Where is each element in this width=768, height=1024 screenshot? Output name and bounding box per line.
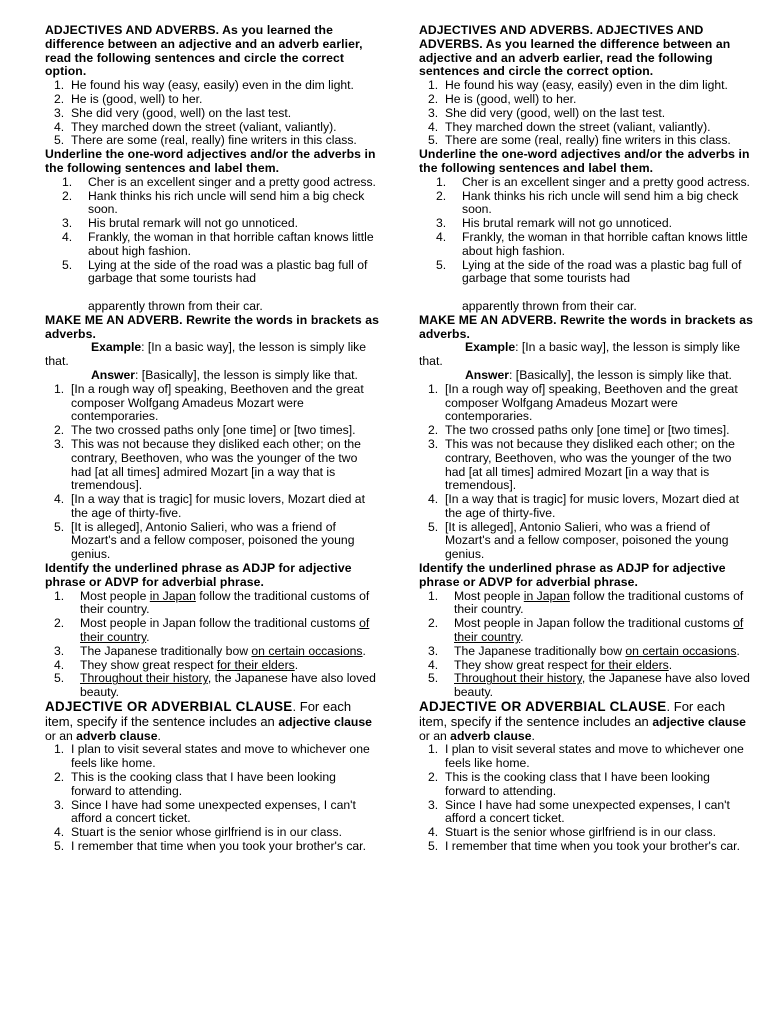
list-item: 3. This was not because they disliked each other; on the contrary, Beethoven, who was the younger of the two had [at all times] admired Mozart [in a way that is tremendous]. bbox=[428, 436, 735, 493]
list-item: 2. Most people in Japan follow the traditional customs of their country. bbox=[428, 616, 744, 645]
list-item: 3. The Japanese traditionally bow on certain occasions. bbox=[54, 643, 366, 658]
list-item: 3. His brutal remark will not go unnoticed. bbox=[436, 216, 672, 231]
answer-line: Answer: [Basically], the lesson is simply like that. bbox=[91, 367, 358, 382]
list-item: 3. The Japanese traditionally bow on certain occasions. bbox=[428, 643, 740, 658]
section3-list bbox=[45, 383, 379, 562]
section1-list bbox=[45, 79, 379, 148]
list-item: 5. [It is alleged], Antonio Salieri, who was a friend of Mozart's and a fellow composer, poisoned the young genius. bbox=[428, 519, 729, 562]
list-item: 5. I remember that time when you took your brother's car. bbox=[54, 839, 366, 854]
list-item: 3. Since I have had some unexpected expenses, I can't afford a concert ticket. bbox=[54, 797, 356, 826]
section4-list bbox=[45, 590, 379, 700]
list-item: 1. Most people in Japan follow the traditional customs of their country. bbox=[428, 588, 744, 617]
section5-list bbox=[45, 743, 379, 853]
section1-list-right bbox=[419, 79, 753, 148]
left-column bbox=[45, 24, 379, 854]
list-item: 5. I remember that time when you took your brother's car. bbox=[428, 839, 740, 854]
section1-heading-right: ADJECTIVES AND ADVERBS. ADJECTIVES AND ADVERBS. As you learned the difference between an adjective and an adverb earlier, read the following sentences and circle the correct option. bbox=[419, 23, 731, 79]
list-item: 5. Throughout their history, the Japanese have also loved beauty. bbox=[54, 671, 376, 700]
section2-continuation: apparently thrown from their car. bbox=[88, 298, 263, 313]
section4-heading-right: Identify the underlined phrase as ADJP for adjective phrase or ADVP for adverbial phrase. bbox=[419, 561, 726, 589]
list-item: 3. She did very (good, well) on the last test. bbox=[54, 105, 292, 120]
list-item: 1. He found his way (easy, easily) even in the dim light. bbox=[428, 78, 728, 93]
list-item: 1. He found his way (easy, easily) even in the dim light. bbox=[54, 78, 354, 93]
answer-line-right: Answer: [Basically], the lesson is simply like that. bbox=[465, 367, 732, 382]
list-item: 4. [In a way that is tragic] for music lovers, Mozart died at the age of thirty-five. bbox=[54, 492, 365, 520]
example-line-right: Example: [In a basic way], the lesson is simply like that. bbox=[419, 340, 741, 369]
list-item: 2. Hank thinks his rich uncle will send him a big check soon. bbox=[62, 188, 365, 217]
example-line: Example: [In a basic way], the lesson is simply like that. bbox=[45, 340, 367, 369]
section5-list-right bbox=[419, 743, 753, 853]
list-item: 2. The two crossed paths only [one time] or [two times]. bbox=[428, 423, 730, 438]
list-item: 1. [In a rough way of] speaking, Beethoven and the great composer Wolfgang Amadeus Mozart were contemporaries. bbox=[428, 381, 738, 424]
list-item: 3. She did very (good, well) on the last test. bbox=[428, 105, 666, 120]
list-item: 2. This is the cooking class that I have been looking forward to attending. bbox=[54, 770, 336, 798]
section2-continuation-right: apparently thrown from their car. bbox=[462, 298, 637, 313]
list-item: 3. His brutal remark will not go unnoticed. bbox=[62, 216, 298, 231]
list-item: 2. The two crossed paths only [one time] or [two times]. bbox=[54, 423, 356, 438]
section2-list bbox=[45, 176, 379, 286]
list-item: 4. Frankly, the woman in that horrible caftan knows little about high fashion. bbox=[62, 229, 374, 258]
list-item: 2. Hank thinks his rich uncle will send him a big check soon. bbox=[436, 188, 739, 217]
list-item: 1. Most people in Japan follow the traditional customs of their country. bbox=[54, 588, 370, 617]
list-item: 5. Lying at the side of the road was a plastic bag full of garbage that some tourists had bbox=[436, 257, 742, 286]
list-item: 3. This was not because they disliked each other; on the contrary, Beethoven, who was the younger of the two had [at all times] admired Mozart [in a way that is tremendous]. bbox=[54, 436, 361, 493]
list-item: 5. Lying at the side of the road was a plastic bag full of garbage that some tourists had bbox=[62, 257, 368, 286]
list-item: 2. Most people in Japan follow the traditional customs of their country. bbox=[54, 616, 370, 645]
list-item: 1. I plan to visit several states and move to whichever one feels like home. bbox=[54, 742, 370, 771]
section5-intro-right: ADJECTIVE OR ADVERBIAL CLAUSE. For each item, specify if the sentence includes an adjective clause or an adverb clause. bbox=[419, 699, 746, 743]
section4-list-right bbox=[419, 590, 753, 700]
list-item: 4. Frankly, the woman in that horrible caftan knows little about high fashion. bbox=[436, 229, 748, 258]
section3-heading: MAKE ME AN ADVERB. Rewrite the words in brackets as adverbs. bbox=[45, 312, 380, 341]
list-item: 4. Stuart is the senior whose girlfriend is in our class. bbox=[54, 825, 342, 840]
list-item: 4. They marched down the street (valiant, valiantly). bbox=[54, 119, 337, 134]
list-item: 2. This is the cooking class that I have been looking forward to attending. bbox=[428, 770, 710, 798]
list-item: 5. [It is alleged], Antonio Salieri, who was a friend of Mozart's and a fellow composer, poisoned the young genius. bbox=[54, 519, 355, 562]
list-item: 4. [In a way that is tragic] for music lovers, Mozart died at the age of thirty-five. bbox=[428, 492, 739, 520]
list-item: 1. I plan to visit several states and move to whichever one feels like home. bbox=[428, 742, 744, 771]
list-item: 2. He is (good, well) to her. bbox=[54, 91, 203, 106]
section5-intro: ADJECTIVE OR ADVERBIAL CLAUSE. For each item, specify if the sentence includes an adjective clause or an adverb clause. bbox=[45, 699, 372, 743]
section3-list-right bbox=[419, 383, 753, 562]
section3-heading-right: MAKE ME AN ADVERB. Rewrite the words in brackets as adverbs. bbox=[419, 312, 754, 341]
section4-heading: Identify the underlined phrase as ADJP for adjective phrase or ADVP for adverbial phrase. bbox=[45, 561, 352, 589]
section2-heading: Underline the one-word adjectives and/or the adverbs in the following sentences and label them. bbox=[45, 147, 376, 175]
section2-heading-right: Underline the one-word adjectives and/or the adverbs in the following sentences and label them. bbox=[419, 147, 750, 175]
list-item: 5. There are some (real, really) fine writers in this class. bbox=[54, 133, 357, 148]
list-item: 2. He is (good, well) to her. bbox=[428, 91, 577, 106]
list-item: 3. Since I have had some unexpected expenses, I can't afford a concert ticket. bbox=[428, 797, 730, 826]
list-item: 1. Cher is an excellent singer and a pretty good actress. bbox=[62, 174, 376, 189]
list-item: 4. They show great respect for their elders. bbox=[428, 657, 673, 672]
list-item: 1. [In a rough way of] speaking, Beethoven and the great composer Wolfgang Amadeus Mozart were contemporaries. bbox=[54, 381, 364, 424]
section1-heading: ADJECTIVES AND ADVERBS. As you learned the difference between an adjective and an adverb earlier, read the following sentences and circle the correct option. bbox=[45, 23, 363, 79]
list-item: 5. Throughout their history, the Japanese have also loved beauty. bbox=[428, 671, 750, 700]
section2-list-right bbox=[419, 176, 753, 286]
right-column bbox=[419, 24, 753, 854]
list-item: 4. Stuart is the senior whose girlfriend is in our class. bbox=[428, 825, 716, 840]
list-item: 5. There are some (real, really) fine writers in this class. bbox=[428, 133, 731, 148]
list-item: 1. Cher is an excellent singer and a pretty good actress. bbox=[436, 174, 750, 189]
list-item: 4. They marched down the street (valiant, valiantly). bbox=[428, 119, 711, 134]
list-item: 4. They show great respect for their elders. bbox=[54, 657, 299, 672]
